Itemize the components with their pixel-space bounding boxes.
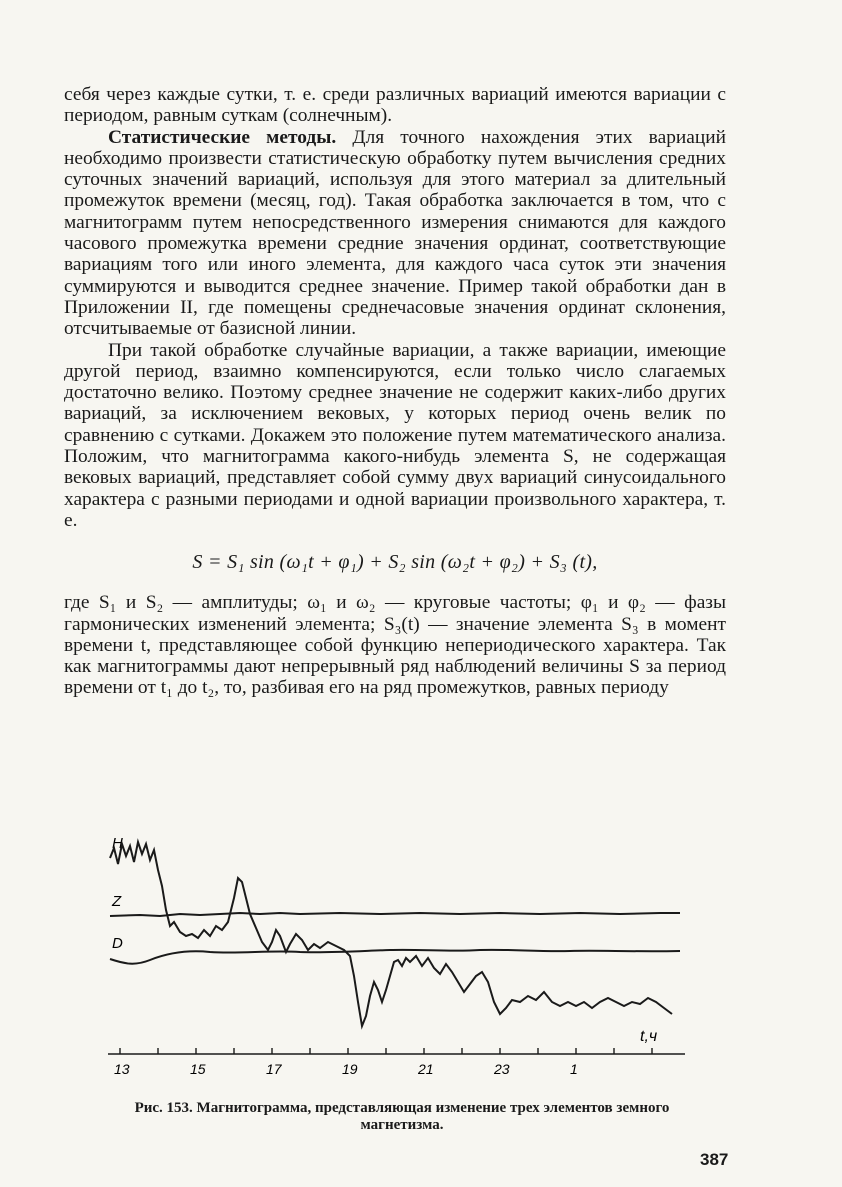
- tick-label-23: 23: [494, 1061, 510, 1077]
- paragraph-2: [64, 127, 726, 340]
- axis-unit-label: t,ч: [640, 1028, 658, 1045]
- paragraph-4-text: где S₁ и S₂ — амплитуды; ω₁ и ω₂ — круговые частоты; φ₁ и φ₂ — фазы гармонических изменений элемента; S₃(t) — значение элемента S₃ в момент времени t, представляющее собой функцию непериодического характера. Так как магнитограммы дают непрерывный ряд наблюдений величины S за период времени от t₁ до t₂, то, разбивая его на ряд промежутков, равных периоду: [64, 592, 726, 699]
- curve-z: [110, 913, 680, 916]
- paragraph-3: [64, 340, 726, 532]
- caption-line-2: магнетизма.: [360, 1117, 444, 1133]
- paragraph-1: [64, 84, 726, 127]
- figure-caption: [72, 1100, 732, 1134]
- curve-label-h: H: [112, 835, 123, 852]
- page-number: 387: [700, 1150, 729, 1169]
- main-text: [64, 84, 726, 699]
- magnetogram-svg: [100, 826, 700, 1086]
- curve-label-z: Z: [112, 893, 122, 910]
- paragraph-2-text: Для точного нахождения этих вариаций необходимо произвести статистическую обработку путем вычисления средних суточных значений вариаций, используя для этого материал за длительный промежуток времени (месяц, год). Такая обработка заключается в том, что с магнитограмм путем непосредственного измерения снимаются для каждого часового промежутка времени средние значения ординат, соответствующие вариациям того или иного элемента, для каждого часа суток эти значения суммируются и выводится среднее значение. Пример такой обработки дан в Приложении II, где помещены среднечасовые значения ординат склонения, отсчитываемые от базисной линии.: [64, 126, 727, 340]
- curve-h: [110, 842, 672, 1026]
- tick-label-15: 15: [190, 1061, 206, 1077]
- tick-label-13: 13: [114, 1061, 130, 1077]
- tick-label-21: 21: [418, 1061, 434, 1077]
- tick-label-17: 17: [266, 1061, 282, 1077]
- caption-line-1: Рис. 153. Магнитограмма, представляющая изменение трех элементов земного: [134, 1100, 670, 1116]
- paragraph-4: [64, 592, 726, 698]
- section-heading: Статистические методы.: [108, 126, 337, 148]
- curve-label-d: D: [112, 935, 123, 952]
- tick-label-1: 1: [570, 1061, 578, 1077]
- magnetogram-figure: [100, 826, 700, 1086]
- paragraph-3-text: При такой обработке случайные вариации, а также вариации, имеющие другой период, взаимно компенсируются, если только число слагаемых достаточно велико. Поэтому среднее значение не содержит каких-либо других вариаций, за исключением вековых, у которых период очень велик по сравнению с сутками. Докажем это положение путем математического анализа. Положим, что магнитограмма какого-нибудь элемента S, не содержащая вековых вариаций, представляет собой сумму двух вариаций синусоидального характера с разными периодами и одной вариации произвольного характера, т. е.: [64, 339, 726, 531]
- formula: S = S₁ sin (ω₁t + φ₁) + S₂ sin (ω₂t + φ₂) + S₃ (t),: [192, 551, 598, 574]
- axis-ticks: [120, 1048, 652, 1054]
- paragraph-1-text: себя через каждые сутки, т. е. среди различных вариаций имеются вариации с периодом, равным суткам (солнечным).: [64, 84, 726, 127]
- tick-label-19: 19: [342, 1061, 358, 1077]
